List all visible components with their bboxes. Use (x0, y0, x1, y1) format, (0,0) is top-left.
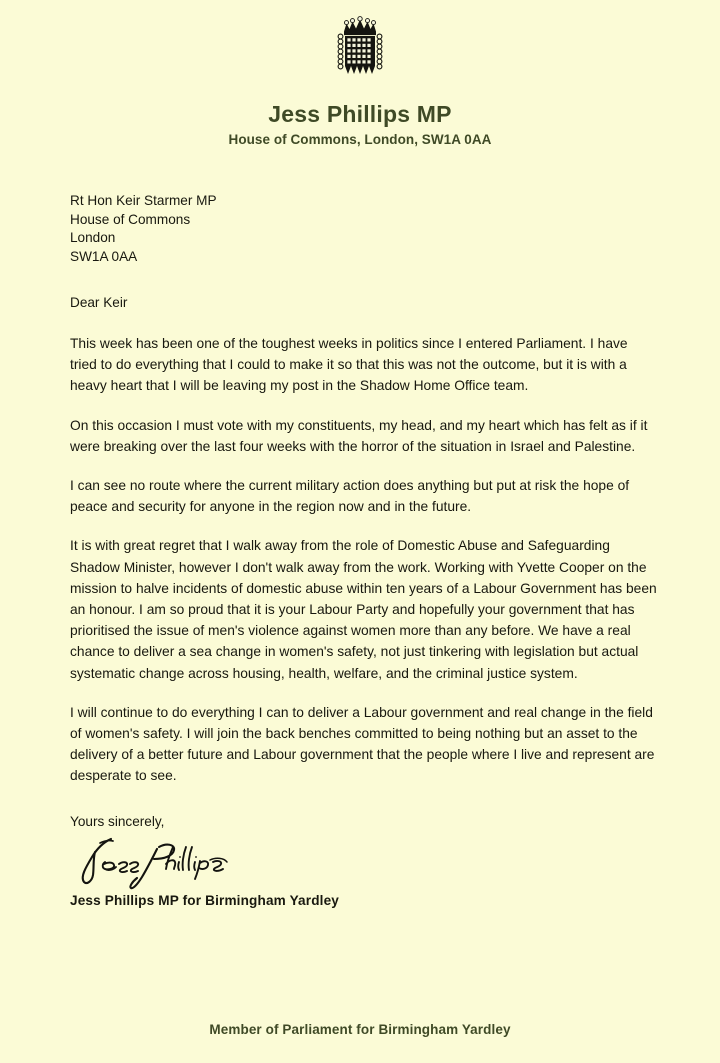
letter-body (0, 192, 720, 1022)
recipient-line-1: Rt Hon Keir Starmer MP (70, 193, 217, 209)
body-paragraph-1: This week has been one of the toughest weeks in politics since I entered Parliament. I have tried to do everything that I could to make it so that this was not the outcome, but it is with a heavy heart that I will be leaving my post in the Shadow Home Office team. (70, 335, 628, 394)
footer-title: Member of Parliament for Birmingham Yardley (209, 1022, 511, 1037)
recipient-line-4: SW1A 0AA (70, 248, 138, 264)
recipient-address-block (70, 192, 658, 266)
letterhead (0, 0, 720, 148)
body-paragraph-3: I can see no route where the current military action does anything but put at risk the hope of peace and security for anyone in the region now and in the future. (70, 478, 630, 515)
body-paragraph-5: I will continue to do everything I can to deliver a Labour government and real change in the field of women's safety. I will join the back benches committed to being nothing but an asset to the delivery of a better future and Labour government that the people where I live and represent are desperate to see. (70, 704, 655, 784)
portcullis-crest-icon (331, 16, 389, 88)
letterhead-name: Jess Phillips MP (268, 101, 452, 127)
signer-name: Jess Phillips MP for Birmingham Yardley (70, 893, 340, 909)
handwritten-signature (74, 833, 239, 891)
salutation: Dear Keir (70, 295, 128, 311)
recipient-line-2: House of Commons (70, 211, 191, 227)
recipient-line-3: London (70, 230, 116, 246)
letterhead-address: House of Commons, London, SW1A 0AA (228, 132, 492, 148)
signoff: Yours sincerely, (70, 813, 165, 829)
body-paragraph-4: It is with great regret that I walk away from the role of Domestic Abuse and Safeguarding Shadow Minister, however I don't walk away from the work. Working with Yvette Cooper on the mission to halve incidents of domestic abuse within ten years of a Labour Government has been an honour. I am so proud that it is your Labour Party and hopefully your government that has prioritised the issue of men's violence against women more than any before. We have a real chance to deliver a sea change in women's safety, not just tinkering with legislation but actual systematic change across housing, health, welfare, and the criminal justice system. (70, 538, 657, 681)
signature-block (74, 833, 658, 891)
body-paragraph-2: On this occasion I must vote with my constituents, my head, and my heart which has felt as if it were breaking over the last four weeks with the horror of the situation in Israel and Palestine. (70, 417, 648, 454)
